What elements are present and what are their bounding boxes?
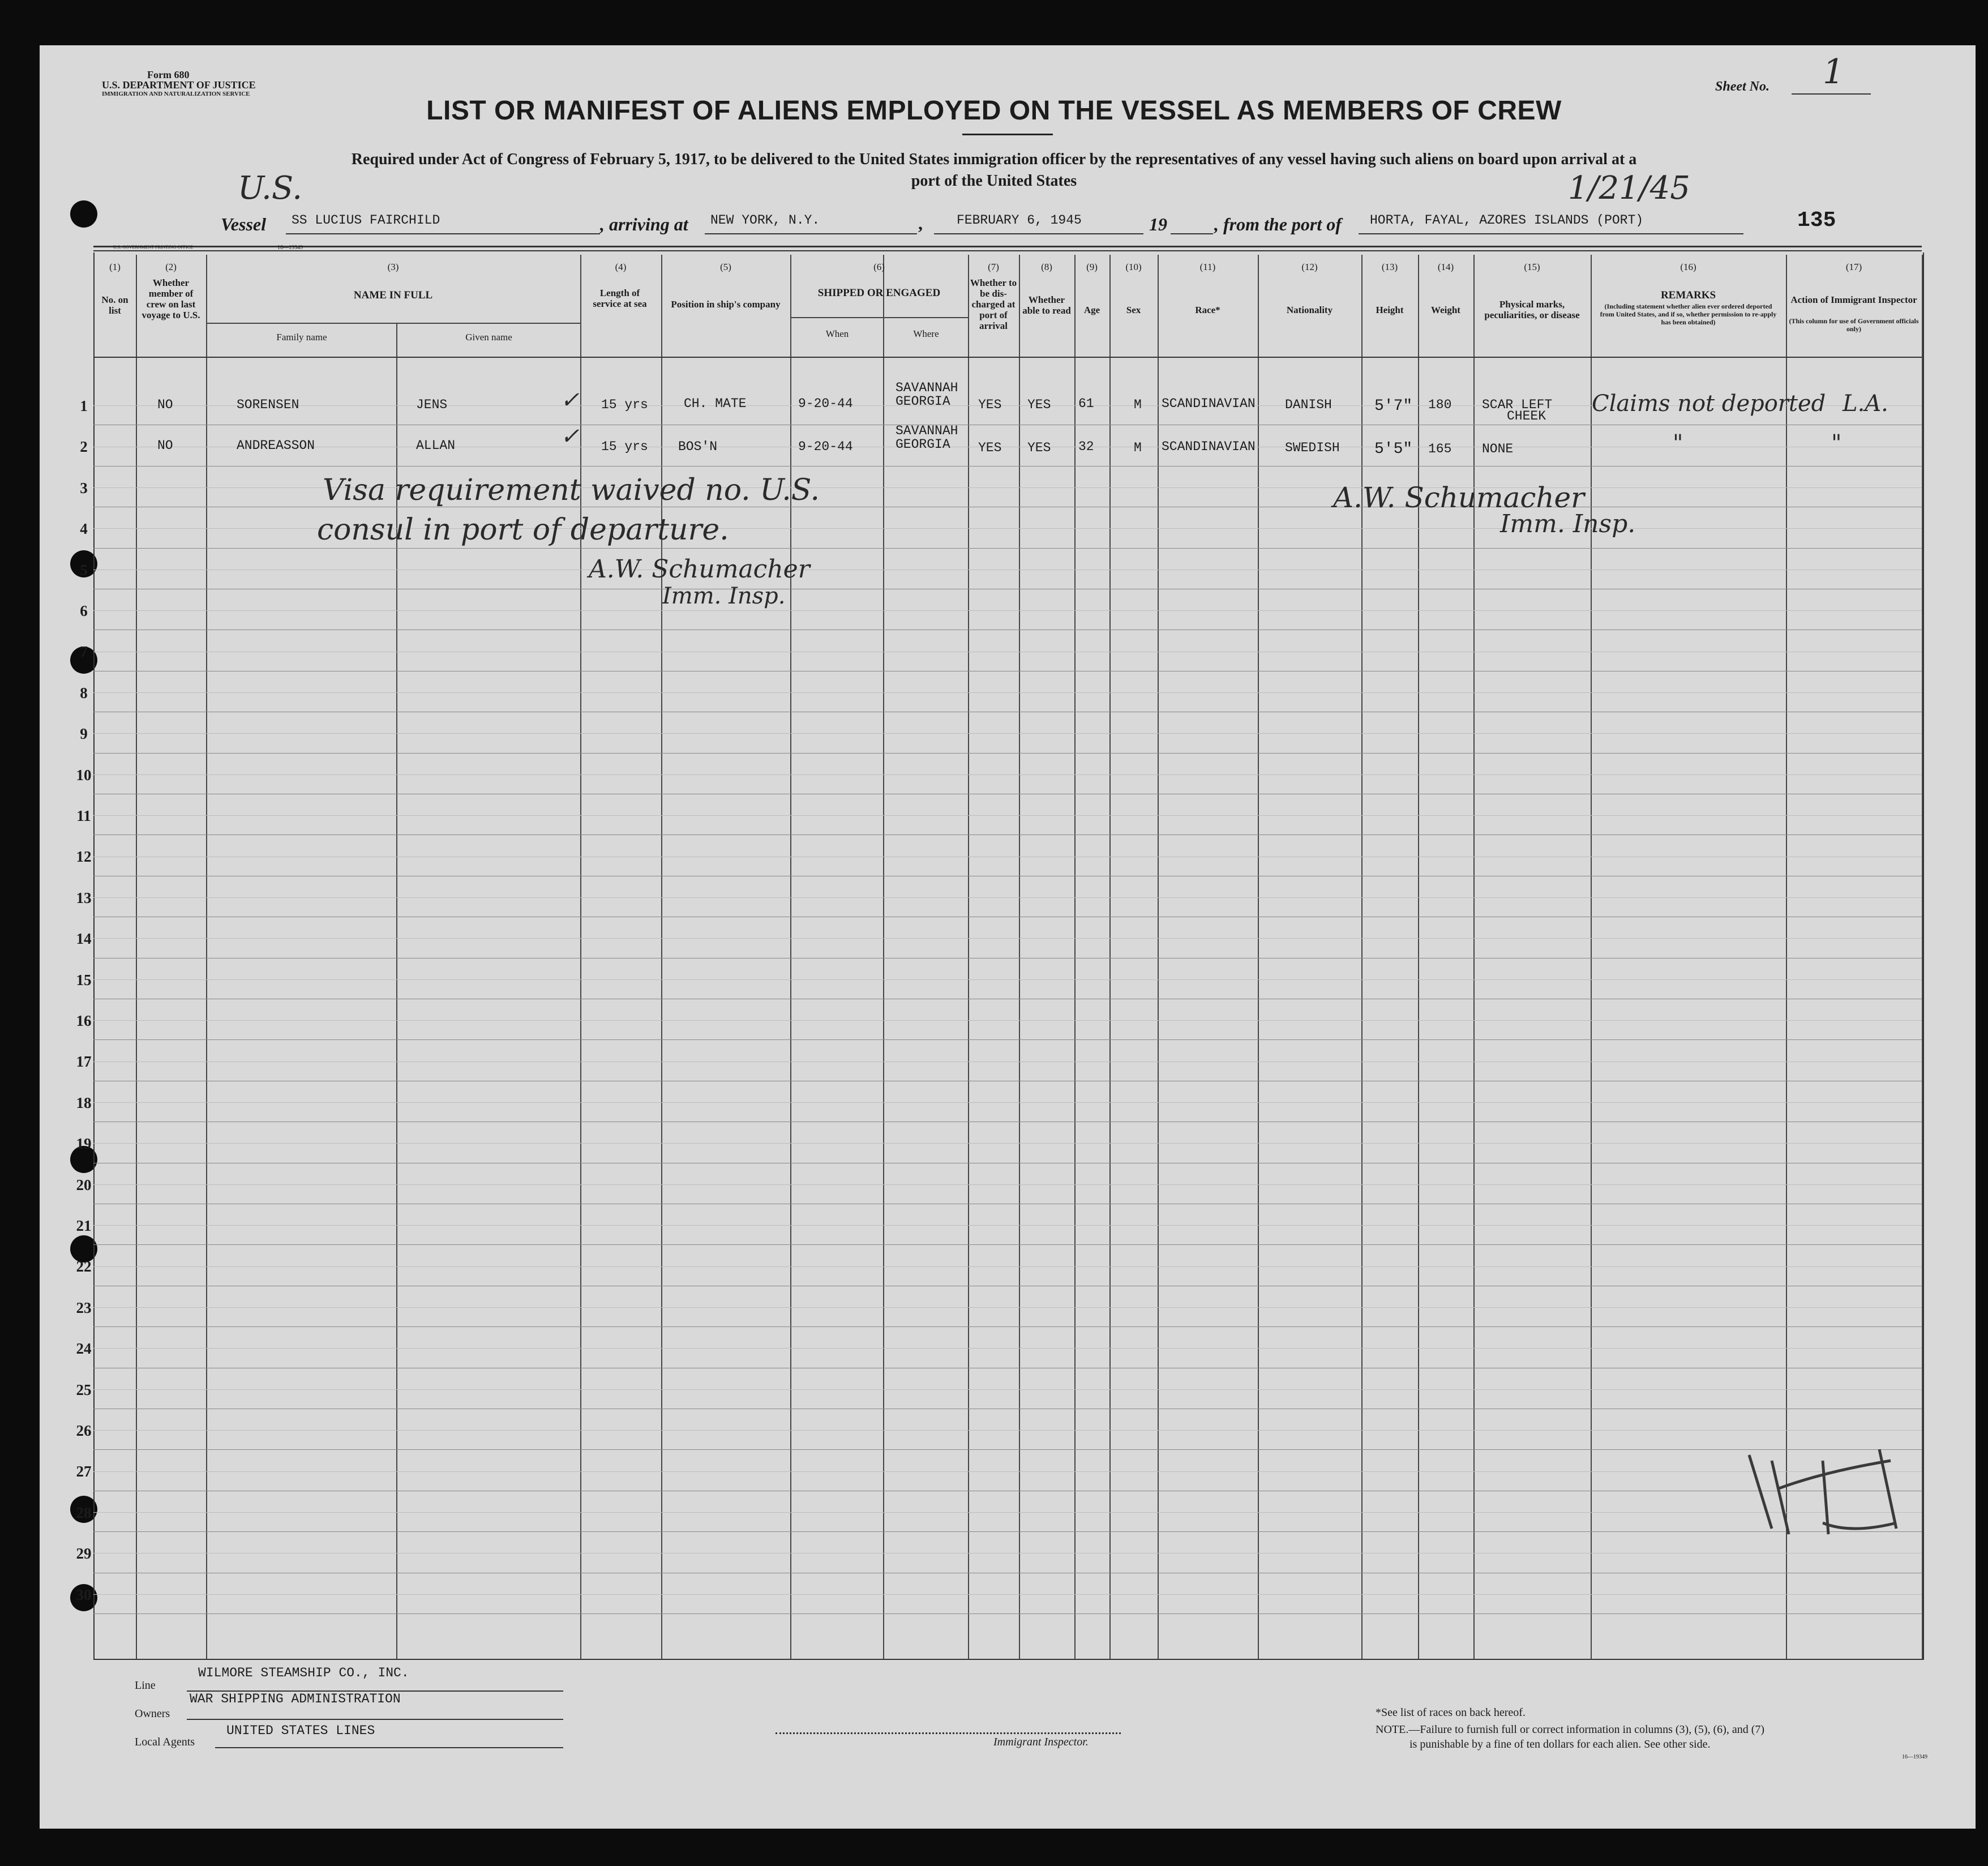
row-given-name: ALLAN (416, 438, 456, 453)
row-number: 3 (80, 479, 88, 497)
row-family-name: ANDREASSON (237, 438, 315, 453)
printing-code: 16—19349 (277, 245, 303, 251)
row-read: YES (1027, 397, 1051, 412)
header-family-name: Family name (276, 332, 327, 343)
row-number: 20 (76, 1176, 92, 1193)
header-no-on-list: No. on list (101, 294, 128, 316)
header-position: Position in ship's company (671, 299, 781, 310)
hand-date: 1/21/45 (1568, 170, 1690, 207)
header-age: Age (1083, 305, 1100, 315)
row-marks-1: NONE (1482, 442, 1514, 456)
vessel-name: SS LUCIUS FAIRCHILD (292, 213, 440, 228)
row-position: CH. MATE (684, 396, 747, 411)
binder-hole (70, 200, 97, 228)
line-value: WILMORE STEAMSHIP CO., INC. (198, 1666, 409, 1680)
arriving-label: , arriving at (600, 214, 688, 234)
row-marks-2: CHEEK (1507, 409, 1546, 423)
visa-note-line-1: Visa requirement waived no. U.S. (323, 473, 820, 507)
inspector-signature: A.W. Schumacher (589, 555, 810, 584)
row-number: 13 (76, 889, 92, 906)
vessel-label: Vessel (221, 214, 266, 234)
row-subrule (93, 1389, 1922, 1390)
row-number: 17 (76, 1053, 92, 1071)
row-action: " (1831, 430, 1842, 456)
row-number: 25 (76, 1381, 92, 1398)
row-subrule (93, 938, 1922, 939)
row-number: 11 (76, 807, 91, 824)
colnum-8: (8) (1041, 262, 1052, 272)
row-rule (93, 1531, 1922, 1532)
header-when: When (825, 328, 849, 339)
row-number: 8 (80, 684, 88, 701)
row-subrule (93, 1225, 1922, 1226)
row-subrule (93, 1020, 1922, 1021)
row-last-voyage: NO (157, 397, 173, 412)
row-rule (93, 1244, 1922, 1245)
row-rule (93, 753, 1922, 754)
row-number: 1 (80, 397, 88, 414)
header-discharged: Whether to be dis-charged at port of arrival (970, 277, 1017, 331)
header-shipped-engaged: SHIPPED OR ENGAGED (817, 287, 941, 299)
row-where-1: SAVANNAH (896, 423, 958, 438)
row-family-name: SORENSEN (237, 397, 299, 412)
colnum-6: (6) (873, 262, 885, 272)
inspector-signature-2: A.W. Schumacher (1333, 481, 1585, 514)
inspector-title: Imm. Insp. (662, 583, 786, 609)
from-port: HORTA, FAYAL, AZORES ISLANDS (PORT) (1370, 213, 1644, 228)
row-rule (93, 1449, 1922, 1450)
row-subrule (93, 1102, 1922, 1103)
penalty-note-2: is punishable by a fine of ten dollars for each alien. See other side. (1409, 1738, 1711, 1751)
header-action-note: (This column for use of Government officials only) (1789, 317, 1919, 333)
row-number: 6 (80, 602, 88, 619)
row-race: SCANDINAVIAN (1162, 439, 1256, 454)
colnum-1: (1) (109, 262, 121, 272)
page-subtitle: Required under Act of Congress of February 5, 1917, to be delivered to the United States immigration officer by the representatives of any vessel having such aliens on board upon arrival at a (351, 151, 1637, 168)
hand-us: U.S. (238, 170, 303, 207)
sheet-number: 1 (1823, 52, 1845, 92)
row-number: 4 (80, 520, 88, 538)
row-subrule (93, 979, 1922, 980)
row-sex: M (1134, 440, 1142, 455)
row-rule (93, 1326, 1922, 1327)
row-number: 27 (76, 1463, 92, 1480)
row-marks-1: SCAR LEFT (1482, 397, 1553, 412)
header-weight: Weight (1431, 305, 1460, 315)
row-number: 23 (76, 1299, 92, 1316)
row-number: 14 (76, 930, 92, 948)
header-last-voyage: Whether member of crew on last voyage to U.S. (142, 277, 200, 320)
line-label: Line (135, 1679, 156, 1692)
year-label: 19 (1149, 214, 1167, 234)
row-subrule (93, 1594, 1922, 1595)
row-weight: 165 (1428, 442, 1452, 456)
colnum-17: (17) (1845, 262, 1862, 272)
row-number: 5 (80, 561, 88, 579)
row-read: YES (1027, 440, 1051, 455)
row-subrule (93, 692, 1922, 693)
row-remarks: " (1673, 430, 1683, 456)
row-subrule (93, 733, 1922, 734)
row-number: 26 (76, 1422, 92, 1439)
sheet-label: Sheet No. (1715, 79, 1770, 94)
row-position: BOS'N (678, 439, 718, 454)
agents-value: UNITED STATES LINES (226, 1723, 375, 1738)
row-where-1: SAVANNAH (896, 380, 958, 395)
row-number: 29 (76, 1545, 92, 1563)
row-number: 7 (80, 643, 88, 661)
row-given-name: JENS (416, 397, 448, 412)
penalty-note-1: NOTE.—Failure to furnish full or correct information in columns (3), (5), (6), and (7) (1376, 1723, 1765, 1736)
row-discharged: YES (978, 397, 1002, 412)
row-action: L.A. (1843, 391, 1888, 417)
printing-office: U.S. GOVERNMENT PRINTING OFFICE (113, 245, 193, 250)
list-number: 135 (1797, 208, 1836, 233)
header-race: Race* (1195, 305, 1220, 315)
manifest-table (93, 252, 1924, 1660)
header-able-to-read: Whether able to read (1022, 294, 1071, 316)
row-subrule (93, 1471, 1922, 1472)
visa-note-line-2: consul in port of departure. (317, 513, 729, 547)
header-sex: Sex (1126, 305, 1141, 315)
immigrant-inspector-label: Immigrant Inspector. (993, 1736, 1089, 1748)
row-height: 5'5" (1374, 440, 1413, 458)
row-number: 9 (80, 725, 88, 743)
footer-code: 16—19349 (1902, 1754, 1927, 1760)
header-where: Where (913, 328, 939, 339)
arrival-date: FEBRUARY 6, 1945 (957, 213, 1082, 228)
row-where-2: GEORGIA (896, 394, 950, 409)
check-mark-icon: ✓ (560, 423, 580, 450)
colnum-13: (13) (1381, 262, 1398, 272)
row-sex: M (1134, 397, 1142, 412)
page-subtitle-2: port of the United States (911, 172, 1077, 190)
row-subrule (93, 1430, 1922, 1431)
row-service: 15 yrs (601, 439, 648, 454)
row-subrule (93, 1184, 1922, 1185)
row-subrule (93, 897, 1922, 898)
colnum-3: (3) (387, 262, 399, 272)
row-number: 18 (76, 1094, 92, 1111)
row-when: 9-20-44 (798, 396, 853, 411)
row-last-voyage: NO (157, 438, 173, 453)
colnum-5: (5) (720, 262, 731, 272)
row-height: 5'7" (1374, 397, 1413, 415)
row-number: 10 (76, 766, 92, 784)
colnum-9: (9) (1086, 262, 1098, 272)
row-subrule (93, 815, 1922, 816)
header-given-name: Given name (465, 332, 512, 343)
colnum-14: (14) (1437, 262, 1454, 272)
colnum-2: (2) (165, 262, 177, 272)
header-nationality: Nationality (1286, 305, 1333, 315)
header-height: Height (1376, 305, 1404, 315)
row-subrule (93, 774, 1922, 775)
agents-label: Local Agents (135, 1736, 195, 1748)
row-subrule (93, 610, 1922, 611)
row-age: 32 (1078, 439, 1094, 454)
row-remarks: Claims not deported (1592, 391, 1826, 417)
row-number: 2 (80, 438, 88, 456)
scribble-mark (1738, 1438, 1908, 1551)
header-length-of-service: Length of service at sea (593, 288, 647, 309)
row-number: 12 (76, 848, 92, 866)
colnum-16: (16) (1680, 262, 1696, 272)
row-subrule (93, 1143, 1922, 1144)
form-number: Form 680 (147, 69, 190, 80)
row-number: 15 (76, 971, 92, 988)
header-remarks-note: (Including statement whether alien ever ordered deported from United States, and if so, whether permission to re-apply has been obtained) (1600, 302, 1777, 326)
row-when: 9-20-44 (798, 439, 853, 454)
row-age: 61 (1078, 396, 1094, 411)
row-rule (93, 548, 1922, 549)
inspector-title-2: Imm. Insp. (1500, 510, 1636, 538)
header-name-in-full: NAME IN FULL (353, 289, 433, 301)
row-number: 19 (76, 1135, 92, 1153)
colnum-12: (12) (1301, 262, 1318, 272)
row-subrule (93, 1512, 1922, 1513)
service-name: IMMIGRATION AND NATURALIZATION SERVICE (102, 91, 250, 97)
row-nationality: DANISH (1285, 397, 1332, 412)
header-remarks: REMARKS (1660, 289, 1716, 301)
department-name: U.S. DEPARTMENT OF JUSTICE (102, 79, 256, 91)
colnum-11: (11) (1199, 262, 1216, 272)
row-number: 21 (76, 1217, 92, 1234)
colnum-7: (7) (988, 262, 999, 272)
check-mark-icon: ✓ (560, 387, 580, 413)
row-number: 24 (76, 1340, 92, 1358)
row-discharged: YES (978, 440, 1002, 455)
from-label: , from the port of (1214, 214, 1342, 234)
arriving-port: NEW YORK, N.Y. (710, 213, 820, 228)
row-subrule (93, 1307, 1922, 1308)
colnum-10: (10) (1125, 262, 1142, 272)
header-physical-marks: Physical marks, peculiarities, or disease (1484, 299, 1580, 320)
row-number: 22 (76, 1258, 92, 1276)
row-where-2: GEORGIA (896, 437, 950, 452)
row-rule (93, 466, 1922, 467)
row-race: SCANDINAVIAN (1162, 396, 1256, 411)
row-number: 16 (76, 1012, 92, 1029)
row-nationality: SWEDISH (1285, 440, 1340, 455)
row-service: 15 yrs (601, 397, 648, 412)
row-weight: 180 (1428, 397, 1452, 412)
row-subrule (93, 1348, 1922, 1349)
colnum-4: (4) (615, 262, 627, 272)
page-title: LIST OR MANIFEST OF ALIENS EMPLOYED ON THE VESSEL AS MEMBERS OF CREW (426, 96, 1562, 126)
row-rule (93, 1039, 1922, 1040)
row-subrule (93, 1266, 1922, 1267)
row-rule (93, 834, 1922, 835)
header-action: Action of Immigrant Inspector (1790, 294, 1917, 305)
row-number: 30 (76, 1586, 92, 1603)
owners-label: Owners (135, 1707, 170, 1720)
races-note: *See list of races on back hereof. (1376, 1706, 1526, 1719)
colnum-15: (15) (1524, 262, 1540, 272)
owners-value: WAR SHIPPING ADMINISTRATION (190, 1692, 401, 1706)
row-number: 28 (76, 1504, 92, 1521)
